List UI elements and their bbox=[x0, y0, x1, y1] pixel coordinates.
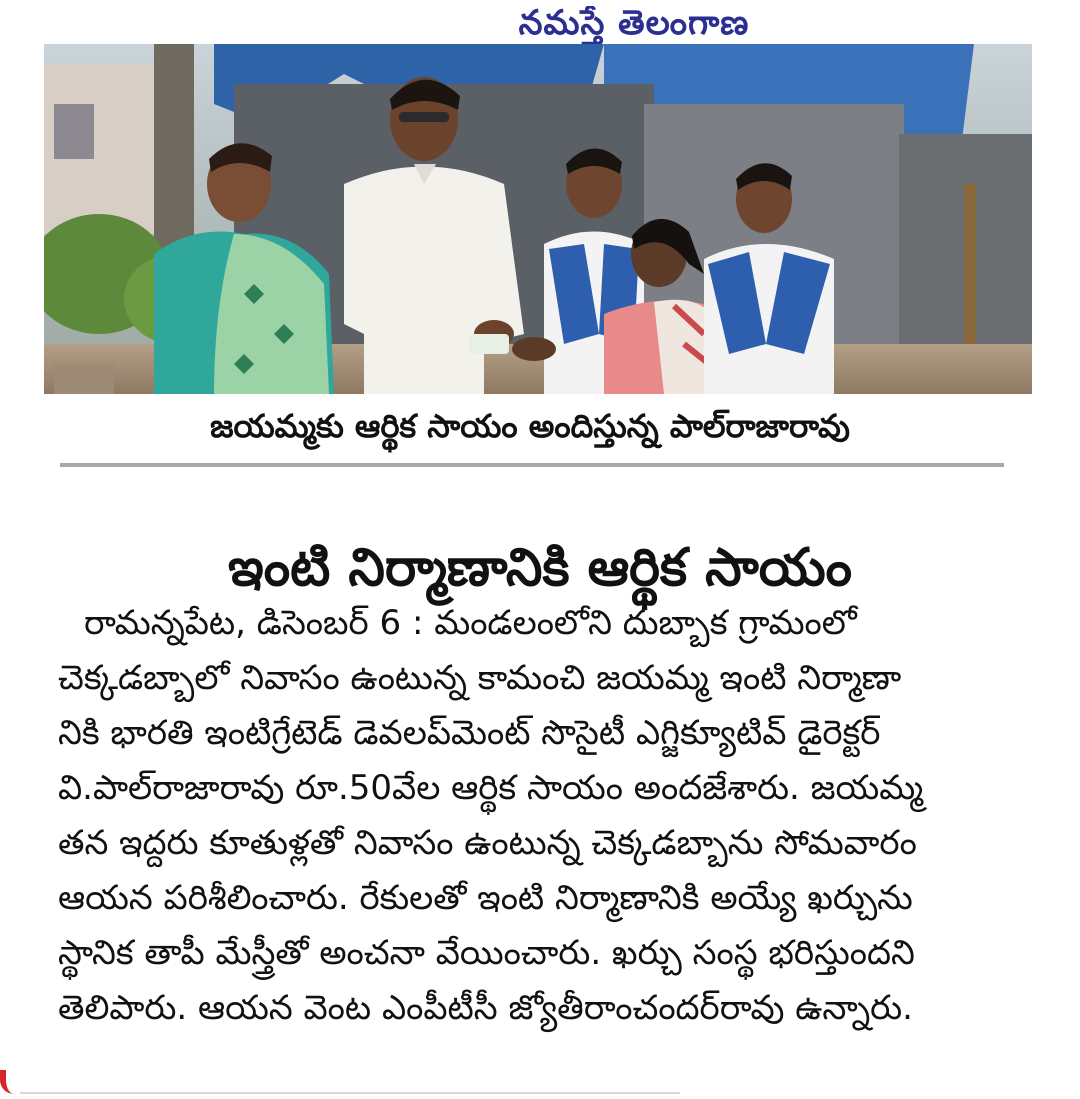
article-line: ఆయన పరిశీలించారు. రేకులతో ఇంటి నిర్మాణానికి అయ్యే ఖర్చును bbox=[58, 878, 913, 918]
page-corner-mark bbox=[0, 1070, 20, 1094]
article-line: వి.పాల్‌రాజారావు రూ.50వేల ఆర్థిక సాయం అందజేశారు. జయమ్మ bbox=[58, 768, 924, 808]
caption-divider bbox=[60, 463, 1004, 467]
article-line: తెలిపారు. ఆయన వెంట ఎంపీటీసీ జ్యోతీరాంచందర్‌రావు ఉన్నారు. bbox=[58, 988, 913, 1028]
article-line: చెక్కడబ్బాలో నివాసం ఉంటున్న కామంచి జయమ్మ ఇంటి నిర్మాణా bbox=[58, 658, 902, 698]
photo-caption: జయమ్మకు ఆర్థిక సాయం అందిస్తున్న పాల్‌రాజారావు bbox=[210, 407, 850, 445]
article-line: నికి భారతి ఇంటిగ్రేటెడ్ డెవలప్‌మెంట్ సొసైటీ ఎగ్జిక్యూటివ్ డైరెక్టర్ bbox=[58, 713, 881, 753]
article-body bbox=[58, 596, 1030, 1036]
news-photo-image bbox=[44, 44, 1032, 394]
article-line: తన ఇద్దరు కూతుళ్లతో నివాసం ఉంటున్న చెక్కడబ్బాను సోమవారం bbox=[58, 823, 917, 863]
article-line: స్థానిక తాపీ మేస్త్రీతో అంచనా వేయించారు. ఖర్చు సంస్థ భరిస్తుందని bbox=[58, 933, 915, 973]
news-photo bbox=[44, 44, 1032, 394]
bottom-divider bbox=[20, 1092, 680, 1094]
newspaper-masthead: నమస్తే తెలంగాణ bbox=[518, 6, 750, 43]
article-line: రామన్నపేట, డిసెంబర్ 6 : మండలంలోని దుబ్బాక గ్రామంలో bbox=[84, 603, 857, 643]
article-headline: ఇంటి నిర్మాణానికి ఆర్థిక సాయం bbox=[227, 538, 853, 599]
